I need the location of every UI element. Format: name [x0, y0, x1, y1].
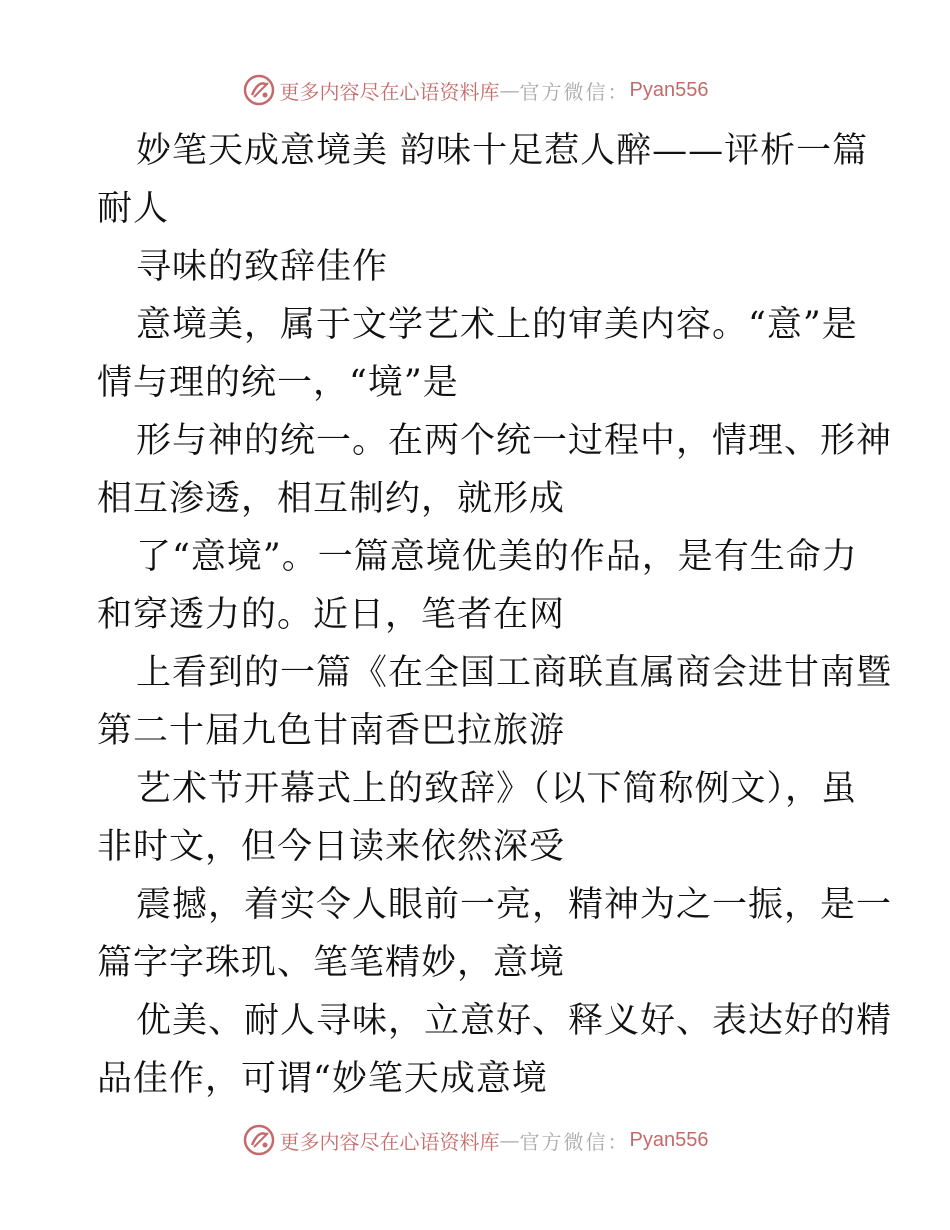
banner-wechat-id: Pyan556: [629, 78, 709, 101]
text-line: 寻味的致辞佳作: [136, 247, 389, 287]
text-line: 了“意境”。一篇意境优美的作品，是有生命力: [136, 537, 858, 577]
document-body: [97, 122, 893, 1108]
banner-separator: —: [499, 1128, 520, 1152]
banner-wechat-label: 官方微信：: [519, 79, 630, 104]
header-banner: [0, 70, 950, 110]
footer-banner: [0, 1120, 950, 1160]
banner-text: 更多内容尽在心语资料库: [279, 79, 500, 104]
seal-logo-icon: [242, 1123, 276, 1157]
text-line: 艺术节开幕式上的致辞》（以下简称例文），虽: [136, 769, 858, 809]
text-line: 优美、耐人寻味，立意好、释义好、表达好的精: [136, 1001, 893, 1041]
text-line: 品佳作，可谓“妙笔天成意境: [97, 1059, 548, 1099]
banner-wechat-label: 官方微信：: [519, 1129, 630, 1154]
text-line: 篇字字珠玑、笔笔精妙，意境: [97, 943, 566, 983]
text-line: 震撼，着实令人眼前一亮，精神为之一振，是一: [136, 885, 893, 925]
text-line: 情与理的统一，“境”是: [97, 363, 459, 403]
text-line: 上看到的一篇《在全国工商联直属商会进甘南暨: [136, 653, 893, 693]
banner-text: 更多内容尽在心语资料库: [279, 1129, 500, 1154]
text-line: 妙笔天成意境美 韵味十足惹人醉——评析一篇: [136, 131, 869, 171]
text-line: 意境美，属于文学艺术上的审美内容。“意”是: [136, 305, 858, 345]
text-line: 相互渗透，相互制约，就形成: [97, 479, 566, 519]
banner-separator: —: [499, 78, 520, 102]
text-line: 和穿透力的。近日，笔者在网: [97, 595, 566, 635]
seal-logo-icon: [242, 73, 276, 107]
text-line: 耐人: [97, 189, 170, 229]
text-line: 非时文，但今日读来依然深受: [97, 827, 566, 867]
text-line: 第二十届九色甘南香巴拉旅游: [97, 711, 566, 751]
banner-wechat-id: Pyan556: [629, 1128, 709, 1151]
text-line: 形与神的统一。在两个统一过程中，情理、形神: [136, 421, 893, 461]
